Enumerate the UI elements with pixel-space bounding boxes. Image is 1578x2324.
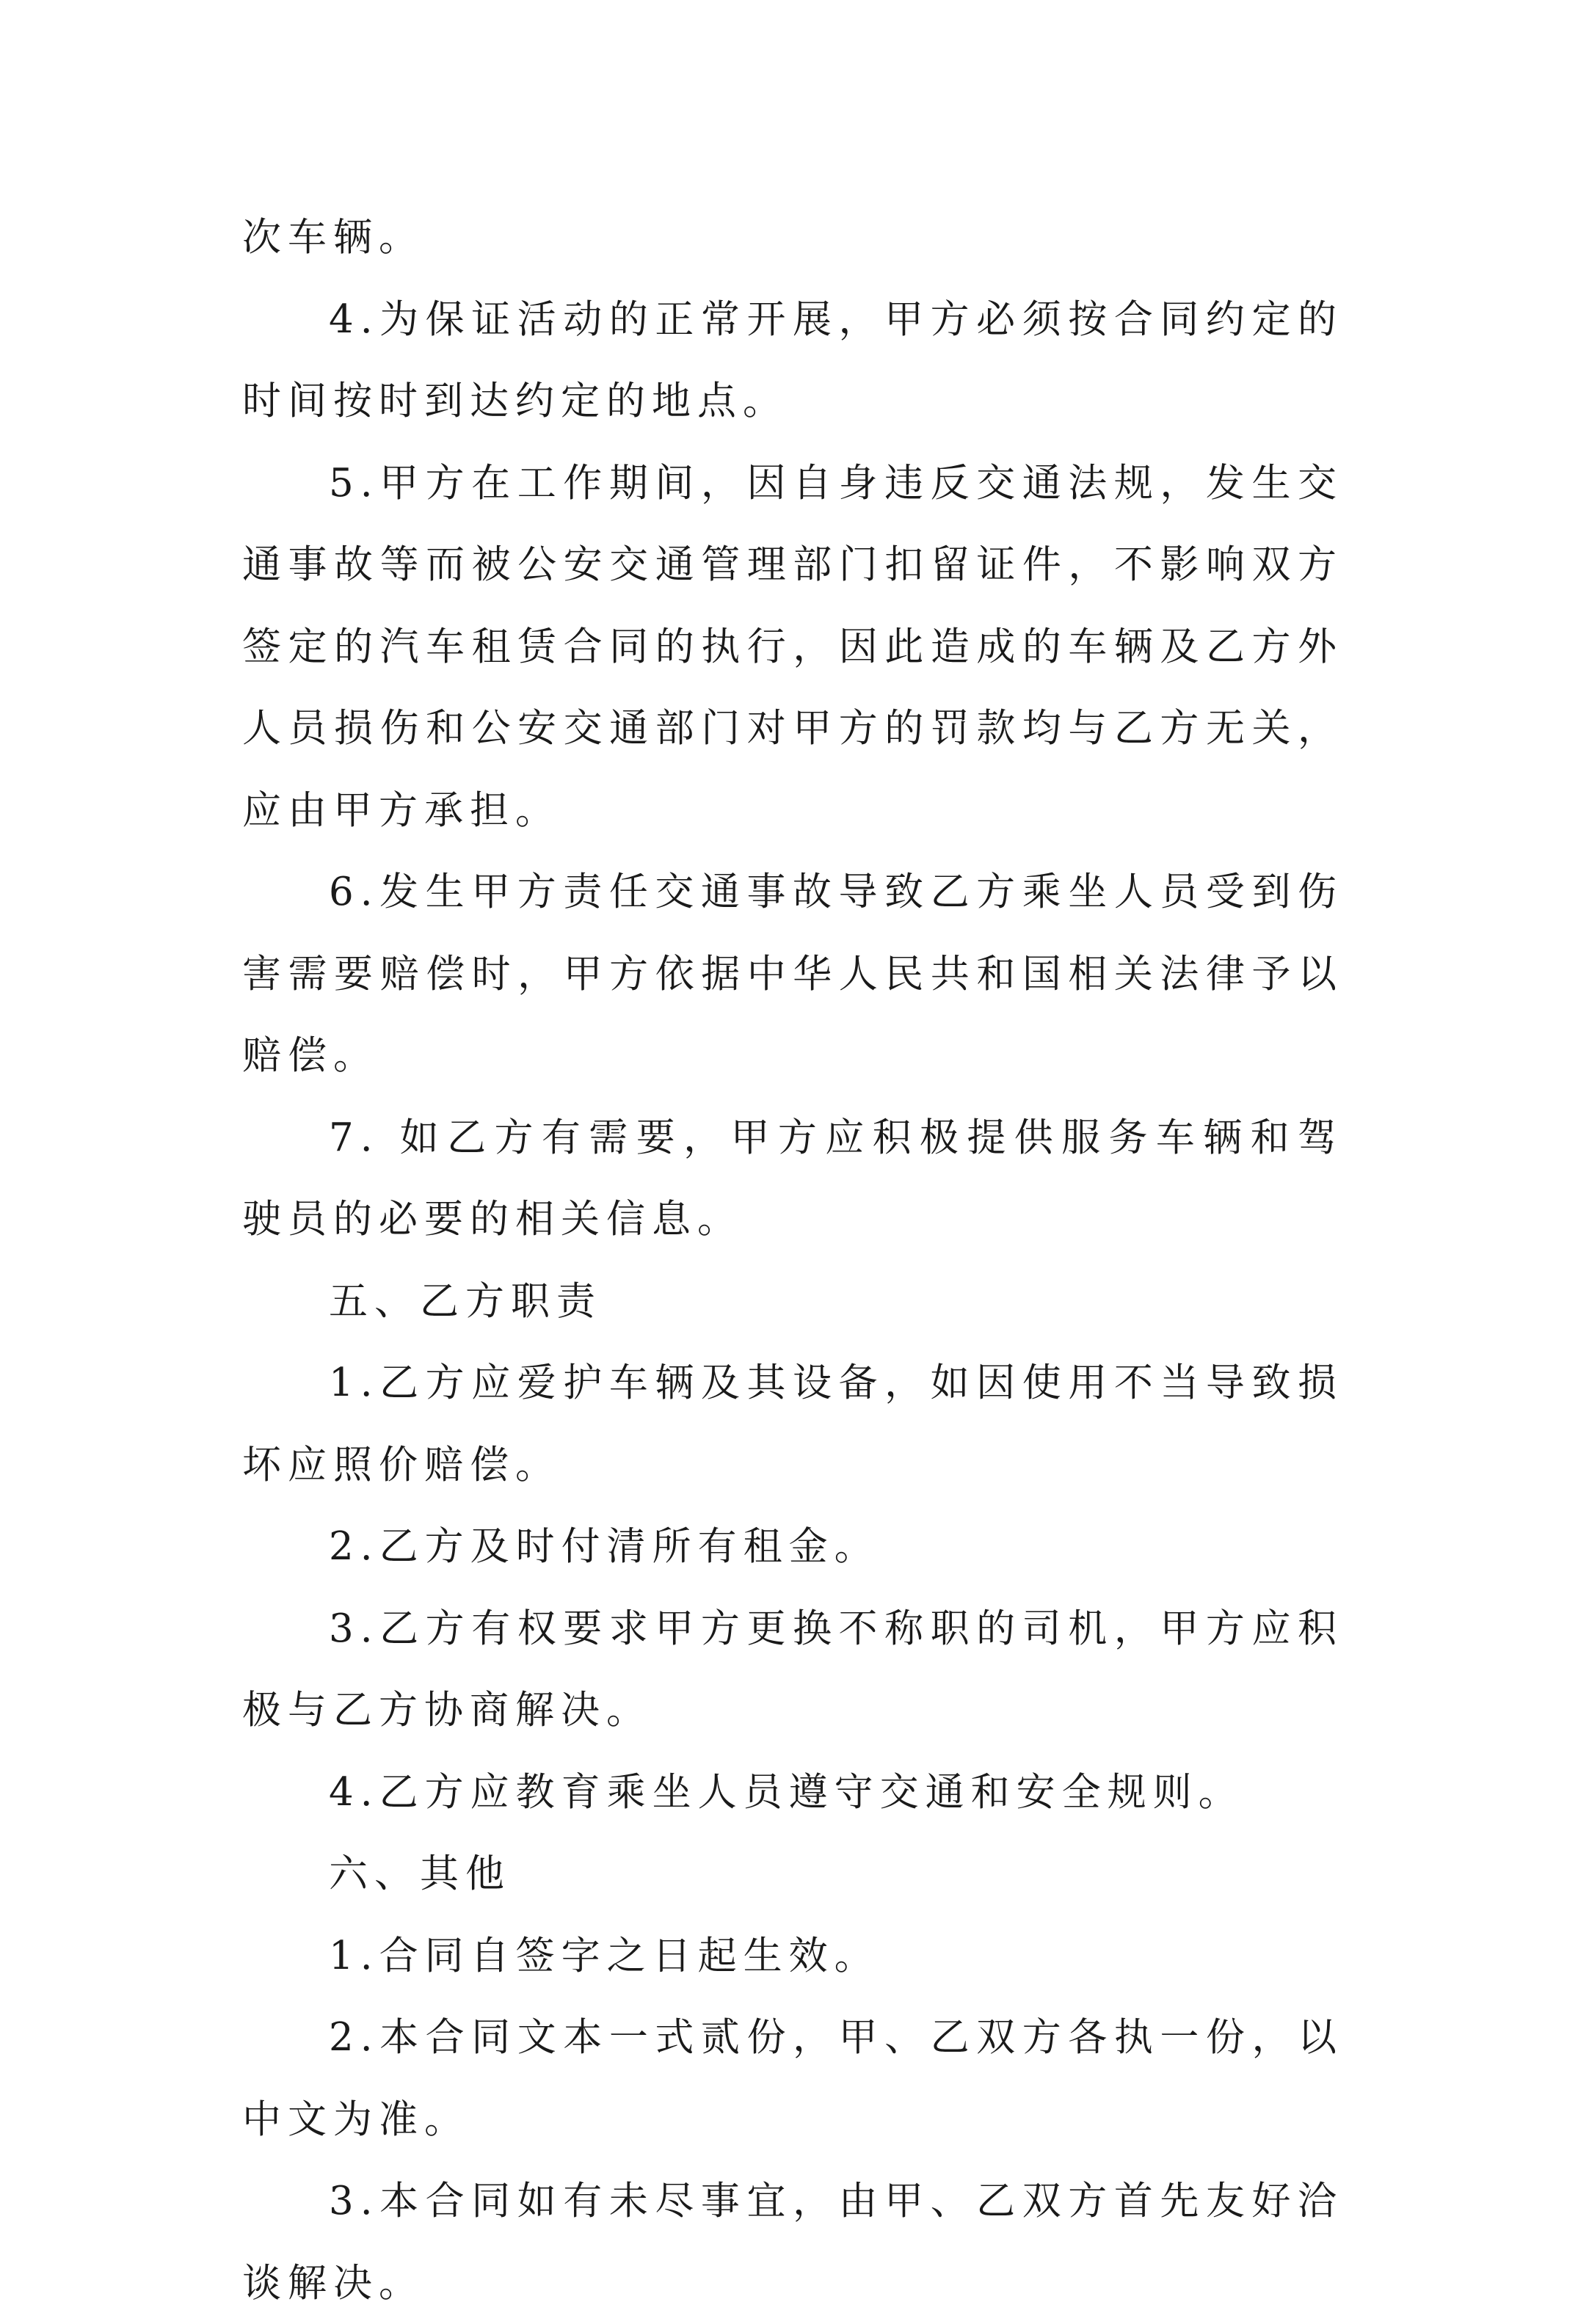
section-heading-5: 五、乙方职责 (329, 1278, 602, 1324)
paragraph-clause-7: 7. 如乙方有需要，甲方应积极提供服务车辆和驾驶员的必要的相关信息。 (242, 1115, 1343, 1242)
paragraph-party-b-3: 3.乙方有权要求甲方更换不称职的司机，甲方应积极与乙方协商解决。 (242, 1606, 1343, 1733)
paragraph-party-b-1: 1.乙方应爱护车辆及其设备，如因使用不当导致损坏应照价赔偿。 (242, 1360, 1343, 1487)
paragraph-continuation: 次车辆。 (242, 215, 424, 260)
paragraph-other-2: 2.本合同文本一式贰份，甲、乙双方各执一份，以中文为准。 (242, 2015, 1343, 2142)
contract-body (242, 197, 1343, 2324)
paragraph-clause-6: 6.发生甲方责任交通事故导致乙方乘坐人员受到伤害需要赔偿时，甲方依据中华人民共和国相关法律予以赔偿。 (242, 870, 1343, 1078)
paragraph-other-3: 3.本合同如有未尽事宜，由甲、乙双方首先友好洽谈解决。 (242, 2179, 1343, 2306)
paragraph-clause-5: 5.甲方在工作期间，因自身违反交通法规，发生交通事故等而被公安交通管理部门扣留证件，不影响双方签定的汽车租赁合同的执行，因此造成的车辆及乙方外人员损伤和公安交通部门对甲方的罚款均与乙方无关，应由甲方承担。 (242, 460, 1343, 833)
paragraph-clause-4: 4.为保证活动的正常开展，甲方必须按合同约定的时间按时到达约定的地点。 (242, 296, 1343, 423)
paragraph-other-1: 1.合同自签字之日起生效。 (329, 1933, 880, 1978)
section-heading-6: 六、其他 (329, 1851, 511, 1896)
paragraph-party-b-2: 2.乙方及时付清所有租金。 (329, 1524, 880, 1569)
paragraph-party-b-4: 4.乙方应教育乘坐人员遵守交通和安全规则。 (329, 1769, 1244, 1815)
